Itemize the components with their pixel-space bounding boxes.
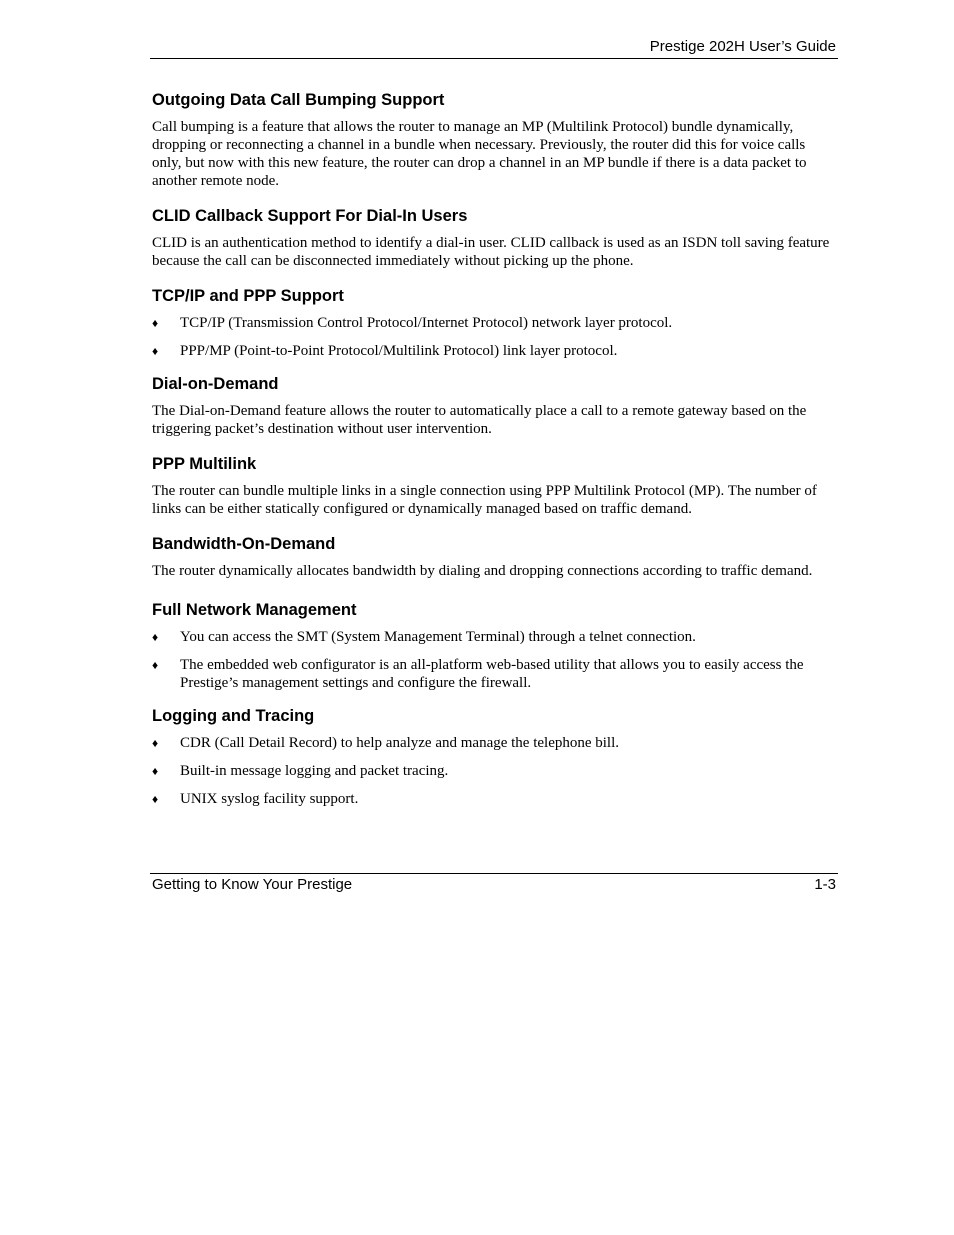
section-heading: Dial-on-Demand <box>152 375 279 393</box>
list-item-text: CDR (Call Detail Record) to help analyze and manage the telephone bill. <box>180 735 620 751</box>
page-number: 1-3 <box>814 876 836 893</box>
list-item-text: PPP/MP (Point-to-Point Protocol/Multilink Protocol) link layer protocol. <box>180 343 618 359</box>
section-heading: PPP Multilink <box>152 455 257 473</box>
section-heading: TCP/IP and PPP Support <box>152 287 344 305</box>
list-item <box>152 314 838 332</box>
list-item <box>152 628 838 646</box>
chapter-title: Getting to Know Your Prestige <box>152 876 353 893</box>
section-heading: Logging and Tracing <box>152 707 315 725</box>
section-paragraph: The router can bundle multiple links in a single connection using PPP Multilink Protocol (MP). The number of links can be either statically configured or dynamically managed based on traffic demand. <box>152 483 817 517</box>
list-item-text: You can access the SMT (System Management Terminal) through a telnet connection. <box>180 629 696 645</box>
diamond-bullet-icon: ♦ <box>152 736 159 750</box>
bullet-list <box>152 734 838 808</box>
section-paragraph: The router dynamically allocates bandwidth by dialing and dropping connections according to traffic demand. <box>152 563 813 579</box>
page-content <box>152 90 838 822</box>
list-item <box>152 656 838 692</box>
section-heading: Outgoing Data Call Bumping Support <box>152 91 445 109</box>
list-item-text: The embedded web configurator is an all-platform web-based utility that allows you to easily access the Prestige’s management settings and configure the firewall. <box>180 657 804 691</box>
bullet-list <box>152 628 838 692</box>
list-item-text: Built-in message logging and packet tracing. <box>180 763 449 779</box>
page-footer <box>150 873 838 898</box>
diamond-bullet-icon: ♦ <box>152 316 159 330</box>
diamond-bullet-icon: ♦ <box>152 792 159 806</box>
diamond-bullet-icon: ♦ <box>152 764 159 778</box>
page-header <box>150 36 838 59</box>
section-heading: CLID Callback Support For Dial-In Users <box>152 207 468 225</box>
section-paragraph: Call bumping is a feature that allows the router to manage an MP (Multilink Protocol) bundle dynamically, dropping or reconnecting a channel in a bundle when necessary. Previously, the router did this for voice calls only, but now with this new feature, the router can drop a channel in an MP bundle if there is a data packet to another remote node. <box>152 119 807 189</box>
section-paragraph: The Dial-on-Demand feature allows the router to automatically place a call to a remote gateway based on the triggering packet’s destination without user intervention. <box>152 403 807 437</box>
section-paragraph: CLID is an authentication method to identify a dial-in user. CLID callback is used as an ISDN toll saving feature because the call can be disconnected immediately without picking up the phone. <box>152 235 830 269</box>
list-item <box>152 342 838 360</box>
list-item-text: TCP/IP (Transmission Control Protocol/Internet Protocol) network layer protocol. <box>180 315 673 331</box>
section-heading: Bandwidth-On-Demand <box>152 535 336 553</box>
list-item <box>152 734 838 752</box>
list-item-text: UNIX syslog facility support. <box>180 791 359 807</box>
document-title: Prestige 202H User’s Guide <box>649 38 836 55</box>
bullet-list <box>152 314 838 360</box>
diamond-bullet-icon: ♦ <box>152 630 159 644</box>
list-item <box>152 762 838 780</box>
list-item <box>152 790 838 808</box>
diamond-bullet-icon: ♦ <box>152 344 159 358</box>
diamond-bullet-icon: ♦ <box>152 658 159 672</box>
section-heading: Full Network Management <box>152 601 357 619</box>
